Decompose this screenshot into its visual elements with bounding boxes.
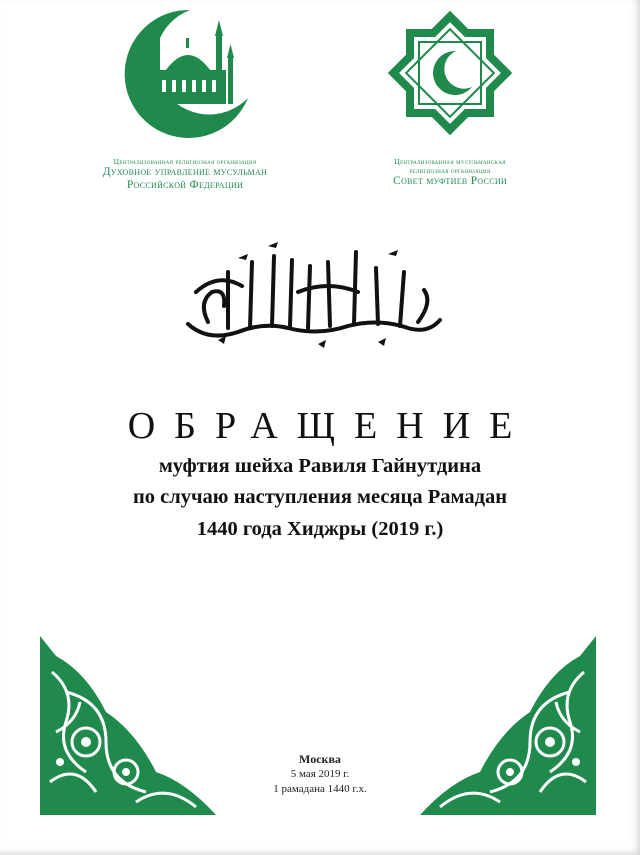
subtitle-line2: по случаю наступления месяца Рамадан bbox=[132, 486, 508, 508]
org-left-line3: Российской Федерации bbox=[126, 179, 244, 191]
subtitle-line3: 1440 года Хиджры (2019 г.) bbox=[196, 518, 444, 540]
org-right-line1: Централизованная мусульманская bbox=[394, 157, 506, 166]
crescent-mosque-icon bbox=[120, 8, 260, 138]
org-right-name bbox=[330, 157, 570, 188]
org-left-name bbox=[60, 157, 310, 192]
subtitle-line1: муфтия шейха Равиля Гайнутдина bbox=[158, 455, 482, 477]
page-title: ОБРАЩЕНИЕ bbox=[127, 405, 532, 447]
org-left-line2: Духовное управление мусульман bbox=[102, 166, 268, 178]
star-crescent-icon bbox=[380, 6, 520, 141]
org-left-line1: Централизованная религиозная организация bbox=[113, 157, 257, 166]
footer-place: Москва bbox=[299, 752, 341, 766]
footer-date-gregorian: 5 мая 2019 г. bbox=[290, 768, 350, 780]
basmala-calligraphy-icon bbox=[178, 232, 448, 362]
org-right-line3: Совет муфтиев России bbox=[393, 175, 507, 187]
footer-date-hijri: 1 рамадана 1440 г.х. bbox=[273, 783, 367, 795]
org-right-line2: религиозная организация bbox=[409, 166, 491, 175]
